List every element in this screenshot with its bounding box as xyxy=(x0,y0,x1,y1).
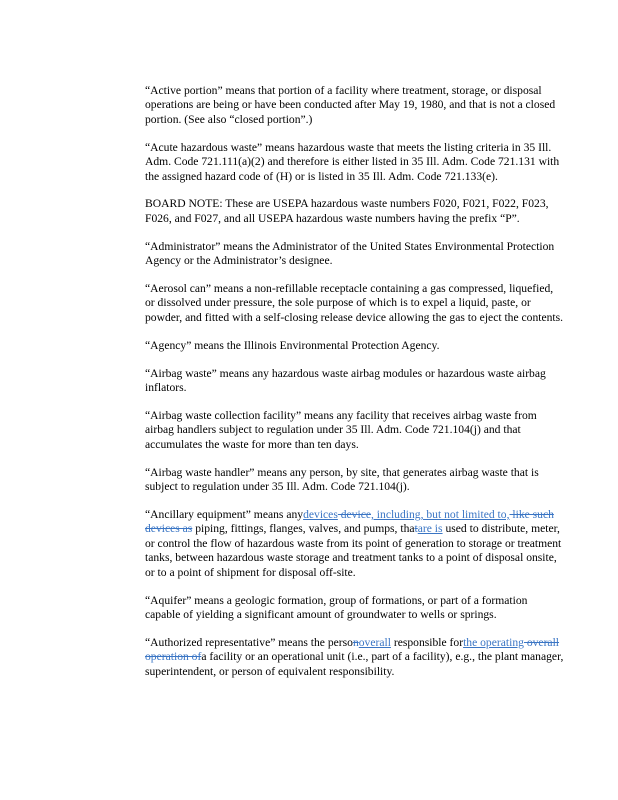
plain-text: used to distribute, meter, or control the flow of hazardous waste from its point of generation to storage or treatment tanks, between hazardous waste storage and treatment tanks to a point of disposal onsite, or to a point of shipment for disposal off-site. xyxy=(145,522,562,579)
plain-text: responsible for xyxy=(390,635,464,649)
plain-text: piping, fittings, flanges, valves, and pumps, tha xyxy=(192,522,415,536)
inserted-text: are is xyxy=(417,522,443,536)
definition-paragraph: “Agency” means the Illinois Environmental Protection Agency. xyxy=(145,338,440,352)
inserted-text: overall xyxy=(358,635,391,649)
inserted-text: the operating xyxy=(463,635,524,649)
definition-paragraph: “Acute hazardous waste” means hazardous waste that meets the listing criteria in 35 Ill. Adm. Code 721.111(a)(2) and therefore is either listed in 35 Ill. Adm. Code 721.131 with the assigned hazard code of (H) or is listed in 35 Ill. Adm. Code 721.133(e). xyxy=(145,140,560,183)
definition-paragraph: “Administrator” means the Administrator of the United States Environmental Protection Agency or the Administrator’s designee. xyxy=(145,239,555,268)
definition-paragraph: “Aquifer” means a geologic formation, group of formations, or part of a formation capable of yielding a significant amount of groundwater to wells or springs. xyxy=(145,593,528,621)
inserted-text: , including, but not limited to, xyxy=(371,508,510,522)
board-note: BOARD NOTE: These are USEPA hazardous waste numbers F020, F021, F022, F023, F026, and F027, and all USEPA hazardous waste numbers having the prefix “P”. xyxy=(145,197,549,225)
authorized-representative-paragraph xyxy=(145,636,565,679)
ancillary-equipment-paragraph xyxy=(145,508,565,580)
definition-paragraph: “Airbag waste” means any hazardous waste airbag modules or hazardous waste airbag inflators. xyxy=(145,366,546,395)
deleted-text: like such devices as xyxy=(145,508,554,536)
definition-paragraph: “Active portion” means that portion of a facility where treatment, storage, or disposal operations are being or have been conducted after May 19, 1980, and that is not a closed portion. (See also “closed portion”.) xyxy=(145,84,556,126)
document-body xyxy=(145,84,565,693)
plain-text: a facility or an operational unit (i.e., part of a facility), e.g., the plant manager, superintendent, or person of equivalent responsibility. xyxy=(145,650,564,678)
deleted-text: n xyxy=(352,635,359,649)
inserted-text: devices xyxy=(303,508,338,522)
deleted-text: device xyxy=(337,508,371,522)
plain-text: “Authorized representative” means the perso xyxy=(145,635,353,649)
definition-paragraph: “Airbag waste handler” means any person, by site, that generates airbag waste that is subject to regulation under 35 Ill. Adm. Code 721.104(j). xyxy=(145,465,539,494)
definition-paragraph: “Aerosol can” means a non-refillable receptacle containing a gas compressed, liquefied, or dissolved under pressure, the sole purpose of which is to expel a liquid, paste, or powder, and fitted with a self-closing release device allowing the gas to eject the contents. xyxy=(145,282,564,324)
deleted-text: t xyxy=(414,522,418,536)
deleted-text: overall operation of xyxy=(145,635,560,664)
plain-text: “Ancillary equipment” means any xyxy=(145,508,304,522)
definition-paragraph: “Airbag waste collection facility” means any facility that receives airbag waste from airbag handlers subject to regulation under 35 Ill. Adm. Code 721.104(j) and that accumulates the waste for more than ten days. xyxy=(145,409,537,451)
